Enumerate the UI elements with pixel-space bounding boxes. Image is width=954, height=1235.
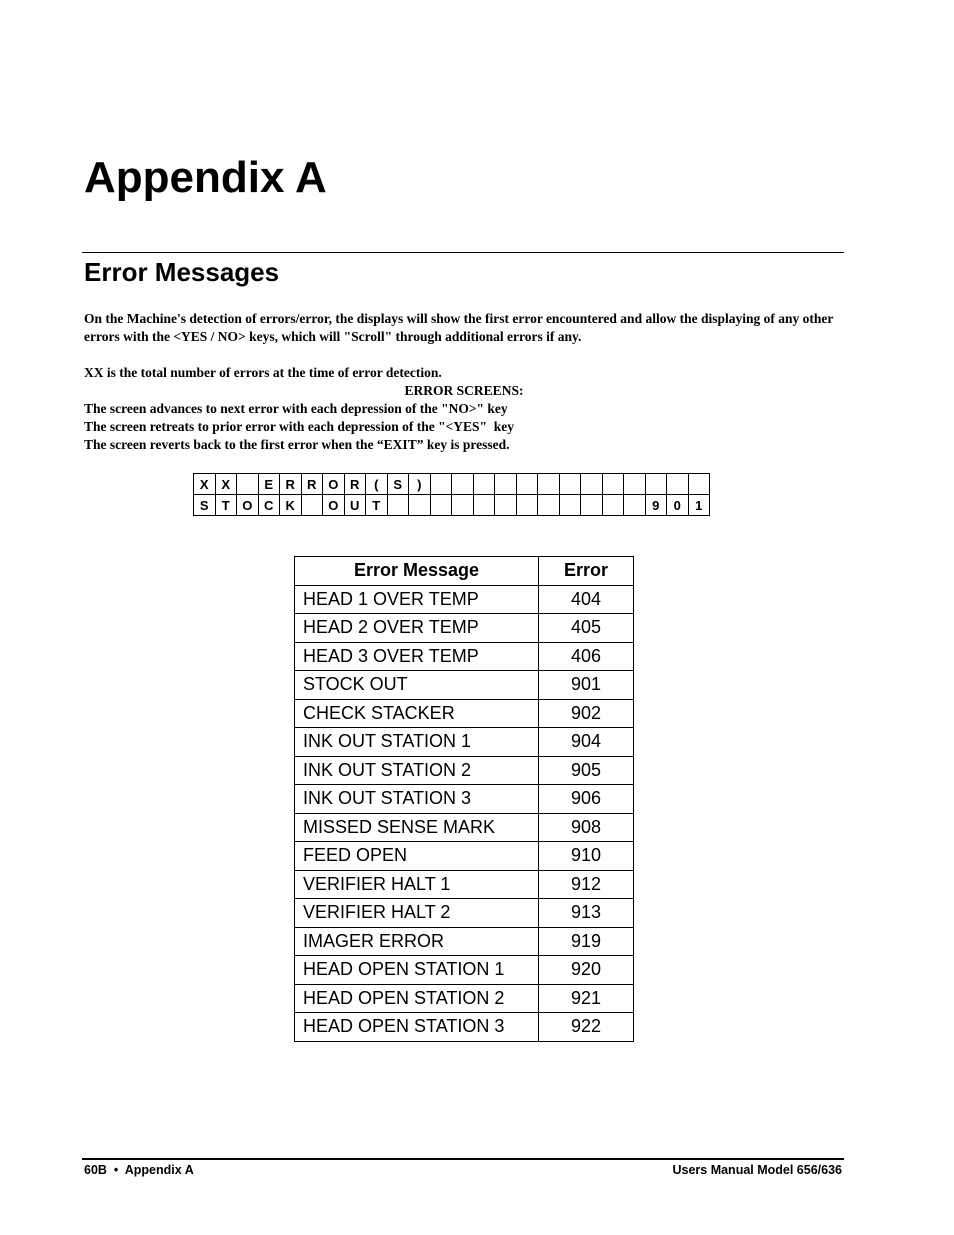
table-row <box>295 614 634 643</box>
header-error-code: Error <box>539 557 634 586</box>
error-code-cell: 404 <box>539 585 634 614</box>
lcd-cell <box>387 495 409 516</box>
error-notes <box>84 364 844 454</box>
table-row <box>295 728 634 757</box>
lcd-cell <box>473 474 495 495</box>
lcd-cell: O <box>323 474 345 495</box>
error-message-cell: MISSED SENSE MARK <box>295 813 539 842</box>
error-code-cell: 919 <box>539 927 634 956</box>
header-error-message: Error Message <box>295 557 539 586</box>
lcd-cell <box>452 495 474 516</box>
footer-manual-title: Users Manual Model 656/636 <box>672 1163 842 1177</box>
lcd-cell <box>516 474 538 495</box>
error-message-cell: CHECK STACKER <box>295 699 539 728</box>
table-row <box>295 927 634 956</box>
error-code-cell: 905 <box>539 756 634 785</box>
table-row <box>295 699 634 728</box>
lcd-cell <box>452 474 474 495</box>
table-row <box>295 1013 634 1042</box>
lcd-cell <box>473 495 495 516</box>
lcd-cell <box>602 495 624 516</box>
table-row <box>295 671 634 700</box>
lcd-cell <box>667 474 689 495</box>
lcd-cell <box>559 495 581 516</box>
lcd-cell <box>645 474 667 495</box>
advance-note: The screen advances to next error with each depression of the "NO>" key <box>84 401 508 416</box>
lcd-cell: T <box>215 495 237 516</box>
lcd-cell: O <box>237 495 259 516</box>
error-message-cell: HEAD 2 OVER TEMP <box>295 614 539 643</box>
error-code-cell: 922 <box>539 1013 634 1042</box>
retreat-note: The screen retreats to prior error with each depression of the "<YES" key <box>84 419 515 434</box>
error-message-cell: IMAGER ERROR <box>295 927 539 956</box>
error-message-cell: INK OUT STATION 3 <box>295 785 539 814</box>
lcd-cell: O <box>323 495 345 516</box>
lcd-cell <box>430 495 452 516</box>
lcd-cell <box>581 474 603 495</box>
lcd-cell: ) <box>409 474 431 495</box>
lcd-cell <box>516 495 538 516</box>
lcd-cell: T <box>366 495 388 516</box>
error-message-cell: VERIFIER HALT 1 <box>295 870 539 899</box>
lcd-row <box>194 474 710 495</box>
intro-paragraph: On the Machine's detection of errors/error, the displays will show the first error encountered and allow the displaying of any other errors with the <YES / NO> keys, which will "Scroll" through additional errors if any. <box>84 311 834 344</box>
lcd-display-grid <box>193 473 710 516</box>
header-rule <box>82 252 844 253</box>
error-message-cell: FEED OPEN <box>295 842 539 871</box>
lcd-cell: K <box>280 495 302 516</box>
error-message-cell: HEAD OPEN STATION 2 <box>295 984 539 1013</box>
lcd-cell: 0 <box>667 495 689 516</box>
lcd-cell <box>495 495 517 516</box>
lcd-cell <box>602 474 624 495</box>
lcd-cell <box>624 495 646 516</box>
lcd-cell <box>624 474 646 495</box>
lcd-row <box>194 495 710 516</box>
table-row <box>295 870 634 899</box>
error-message-cell: HEAD 3 OVER TEMP <box>295 642 539 671</box>
table-row <box>295 642 634 671</box>
lcd-cell <box>409 495 431 516</box>
table-row <box>295 899 634 928</box>
lcd-cell: U <box>344 495 366 516</box>
lcd-cell: S <box>387 474 409 495</box>
error-code-cell: 920 <box>539 956 634 985</box>
lcd-cell <box>559 474 581 495</box>
error-code-cell: 910 <box>539 842 634 871</box>
lcd-cell: X <box>215 474 237 495</box>
error-code-cell: 913 <box>539 899 634 928</box>
lcd-cell: C <box>258 495 280 516</box>
footer-rule <box>82 1158 844 1160</box>
error-code-cell: 406 <box>539 642 634 671</box>
lcd-cell <box>430 474 452 495</box>
error-code-cell: 908 <box>539 813 634 842</box>
error-code-table <box>294 556 634 1042</box>
lcd-cell: 1 <box>688 495 710 516</box>
lcd-cell: S <box>194 495 216 516</box>
error-message-cell: HEAD OPEN STATION 1 <box>295 956 539 985</box>
lcd-cell <box>581 495 603 516</box>
table-row <box>295 842 634 871</box>
table-row <box>295 813 634 842</box>
lcd-cell: X <box>194 474 216 495</box>
error-code-cell: 904 <box>539 728 634 757</box>
error-message-cell: STOCK OUT <box>295 671 539 700</box>
lcd-cell: ( <box>366 474 388 495</box>
lcd-cell: R <box>301 474 323 495</box>
lcd-cell <box>538 495 560 516</box>
lcd-cell <box>495 474 517 495</box>
revert-note: The screen reverts back to the first error when the “EXIT” key is pressed. <box>84 437 510 452</box>
error-code-cell: 901 <box>539 671 634 700</box>
lcd-cell <box>538 474 560 495</box>
error-code-cell: 906 <box>539 785 634 814</box>
error-code-cell: 405 <box>539 614 634 643</box>
error-message-cell: INK OUT STATION 1 <box>295 728 539 757</box>
error-code-cell: 912 <box>539 870 634 899</box>
error-message-cell: VERIFIER HALT 2 <box>295 899 539 928</box>
table-row <box>295 984 634 1013</box>
table-row <box>295 956 634 985</box>
error-code-cell: 902 <box>539 699 634 728</box>
lcd-cell: E <box>258 474 280 495</box>
table-row <box>295 585 634 614</box>
lcd-cell <box>301 495 323 516</box>
lcd-cell: R <box>344 474 366 495</box>
table-row <box>295 756 634 785</box>
error-message-cell: HEAD 1 OVER TEMP <box>295 585 539 614</box>
error-message-cell: INK OUT STATION 2 <box>295 756 539 785</box>
error-screens-heading: ERROR SCREENS: <box>404 383 524 398</box>
lcd-cell: 9 <box>645 495 667 516</box>
error-message-cell: HEAD OPEN STATION 3 <box>295 1013 539 1042</box>
section-title: Error Messages <box>84 257 280 287</box>
page-title: Appendix A <box>84 153 327 202</box>
lcd-cell <box>237 474 259 495</box>
table-row <box>295 785 634 814</box>
lcd-cell: R <box>280 474 302 495</box>
table-header-row <box>295 557 634 586</box>
xx-note: XX is the total number of errors at the time of error detection. <box>84 365 442 380</box>
lcd-cell <box>688 474 710 495</box>
footer-page-label: 60B • Appendix A <box>84 1163 194 1177</box>
error-code-cell: 921 <box>539 984 634 1013</box>
